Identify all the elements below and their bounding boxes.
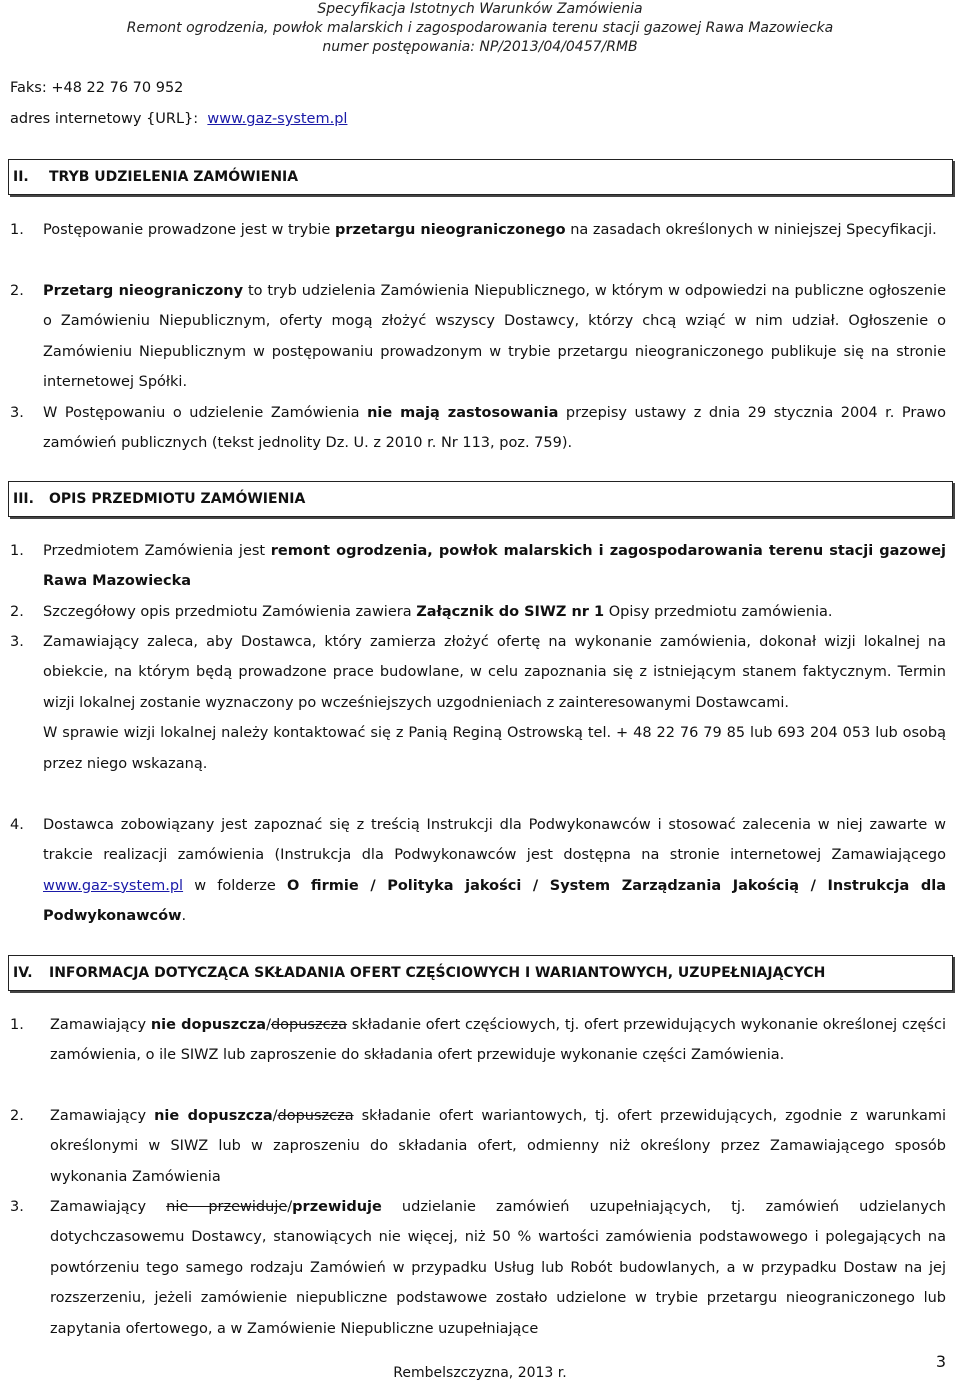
section-title: OPIS PRZEDMIOTU ZAMÓWIENIA	[49, 491, 306, 507]
section-number: II.	[13, 169, 29, 185]
item-bold: Przetarg nieograniczony	[43, 283, 244, 299]
document-header	[0, 0, 960, 57]
section-number: IV.	[13, 965, 33, 981]
item-number: 2.	[10, 604, 24, 620]
item-text: w folderze	[183, 877, 287, 894]
list-item	[10, 398, 946, 459]
item-text: to tryb udzielenia Zamówienia Niepublicznego, w którym w odpowiedzi na publiczne ogłoszenie o Zamówieniu Niepublicznym, oferty mogą złożyć wszyscy Dostawcy, którzy chcą wziąć w nim udział. Ogłoszenie o Zamówieniu Niepublicznym w postępowaniu prowadzonym w trybie przetargu nieograniczonego publikuje się na stronie internetowej Spółki.	[43, 283, 946, 391]
section-title: TRYB UDZIELENIA ZAMÓWIENIA	[49, 169, 299, 185]
item-number: 2.	[10, 283, 24, 299]
list-item	[10, 1192, 946, 1344]
item-bold: przewiduje	[292, 1199, 382, 1215]
item-text: przepisy ustawy z dnia 29 stycznia 2004 r. Prawo zamówień publicznych (tekst jednolity Dz. U. z 2010 r. Nr 113, poz. 759).	[43, 405, 946, 452]
website-link[interactable]: www.gaz-system.pl	[43, 877, 184, 894]
list-item	[10, 627, 946, 779]
fax-line: Faks: +48 22 76 70 952	[10, 80, 184, 96]
website-link[interactable]: www.gaz-system.pl	[207, 111, 348, 127]
page-number: 3	[935, 1352, 946, 1371]
item-number: 1.	[10, 1017, 24, 1033]
item-text: W Postępowaniu o udzielenie Zamówienia	[43, 405, 368, 421]
item-text: .	[181, 908, 187, 925]
list-item	[10, 276, 946, 398]
item-text: Szczegółowy opis przedmiotu Zamówienia zawiera	[43, 604, 417, 620]
web-label: adres internetowy {URL}:	[10, 111, 199, 127]
item-number: 3.	[10, 1199, 24, 1215]
item-strikethrough: nie przewiduje	[166, 1199, 288, 1215]
item-text: składanie ofert częściowych, tj. ofert przewidujących wykonanie określonej części zamówienia, o ile SIWZ lub zaproszenie do składania ofert przewiduje wykonanie części Zamówienia.	[50, 1017, 946, 1064]
item-text: Opisy przedmiotu zamówienia.	[604, 604, 833, 620]
footer-place-date: Rembelszczyzna, 2013 r.	[393, 1365, 567, 1381]
header-reference: numer postępowania: NP/2013/04/0457/RMB	[322, 39, 638, 55]
section-heading-ii	[8, 159, 953, 195]
list-item	[10, 1101, 946, 1192]
item-text: Zamawiający	[50, 1017, 151, 1033]
item-text: Zamawiający	[50, 1199, 167, 1215]
item-bold: nie dopuszcza	[150, 1017, 267, 1033]
section-number: III.	[13, 491, 34, 507]
item-bold: remont ogrodzenia, powłok malarskich i zagospodarowania terenu stacji gazowej Rawa Mazowiecka	[43, 543, 947, 590]
web-line	[10, 111, 347, 127]
item-text: Dostawca zobowiązany jest zapoznać się z treścią Instrukcji dla Podwykonawców i stosować zalecenia w niej zawarte w trakcie realizacji zamówienia (Instrukcja dla Podwykonawców jest dostępna na stronie internetowej Zamawiającego	[43, 817, 946, 864]
item-text: składanie ofert wariantowych, tj. ofert przewidujących, zgodnie z warunkami określonymi w SIWZ lub w zaproszeniu do składania ofert, odmienny niż określony przez Zamawiającego sposób wykonania Zamówienia	[50, 1108, 946, 1185]
item-strikethrough: dopuszcza	[277, 1108, 354, 1124]
item-text: Przedmiotem Zamówienia jest	[43, 543, 271, 559]
item-number: 2.	[10, 1108, 24, 1124]
item-text: /	[287, 1199, 293, 1215]
item-text: /	[272, 1108, 278, 1124]
item-number: 4.	[10, 817, 24, 833]
item-text: Postępowanie prowadzone jest w trybie	[43, 222, 335, 238]
item-bold: O firmie / Polityka jakości / System Zarządzania Jakością / Instrukcja dla Podwykonawców	[43, 877, 947, 925]
item-text: W sprawie wizji lokalnej należy kontaktować się z Panią Reginą Ostrowską tel. + 48 22 76 79 85 lub 693 204 053 lub osobą przez niego wskazaną.	[43, 725, 946, 772]
item-bold: nie mają zastosowania	[367, 405, 559, 421]
item-text: na zasadach określonych w niniejszej Specyfikacji.	[565, 222, 937, 238]
item-number: 1.	[10, 222, 24, 238]
header-title: Specyfikacja Istotnych Warunków Zamówienia	[317, 1, 643, 17]
item-number: 3.	[10, 634, 24, 650]
item-number: 1.	[10, 543, 24, 559]
item-text: udzielanie zamówień uzupełniających, tj. zamówień udzielanych dotychczasowemu Dostawcy, stanowiących nie więcej, niż 50 % wartości zamówienia podstawowego i polegających na powtórzeniu tego samego rodzaju Zamówień w przypadku Usług lub Robót budowlanych, a w przypadku Dostaw na jej rozszerzeniu, jeżeli zamówienie niepubliczne podstawowe zostało udzielone w trybie przetargu nieograniczonego lub zapytania ofertowego, a w Zamówienie Niepubliczne uzupełniające	[50, 1199, 946, 1337]
item-text: /	[266, 1017, 271, 1033]
section-heading-iv	[8, 955, 953, 991]
section-title: INFORMACJA DOTYCZĄCA SKŁADANIA OFERT CZĘŚCIOWYCH I WARIANTOWYCH, UZUPEŁNIAJĄCYCH	[49, 965, 826, 981]
list-item	[10, 1010, 946, 1071]
item-bold: przetargu nieograniczonego	[334, 222, 566, 238]
item-bold: nie dopuszcza	[154, 1108, 273, 1124]
list-item	[10, 536, 946, 597]
list-item	[10, 810, 946, 932]
item-text: Zamawiający	[50, 1108, 155, 1124]
item-number: 3.	[10, 405, 24, 421]
list-item	[10, 597, 946, 627]
list-item	[10, 215, 946, 245]
section-heading-iii	[8, 481, 953, 517]
item-text: Zamawiający zaleca, aby Dostawca, który zamierza złożyć ofertę na wykonanie zamówienia, dokonał wizji lokalnej na obiekcie, na którym będą prowadzone prace budowlane, w celu zapoznania się z istniejącym stanem faktycznym. Termin wizji lokalnej zostanie wyznaczony po wcześniejszych uzgodnieniach z zainteresowanymi Dostawcami.	[43, 634, 946, 711]
item-strikethrough: dopuszcza	[270, 1017, 348, 1033]
item-bold: Załącznik do SIWZ nr 1	[416, 604, 605, 620]
header-subject: Remont ogrodzenia, powłok malarskich i zagospodarowania terenu stacji gazowej Rawa Mazowiecka	[126, 20, 834, 36]
